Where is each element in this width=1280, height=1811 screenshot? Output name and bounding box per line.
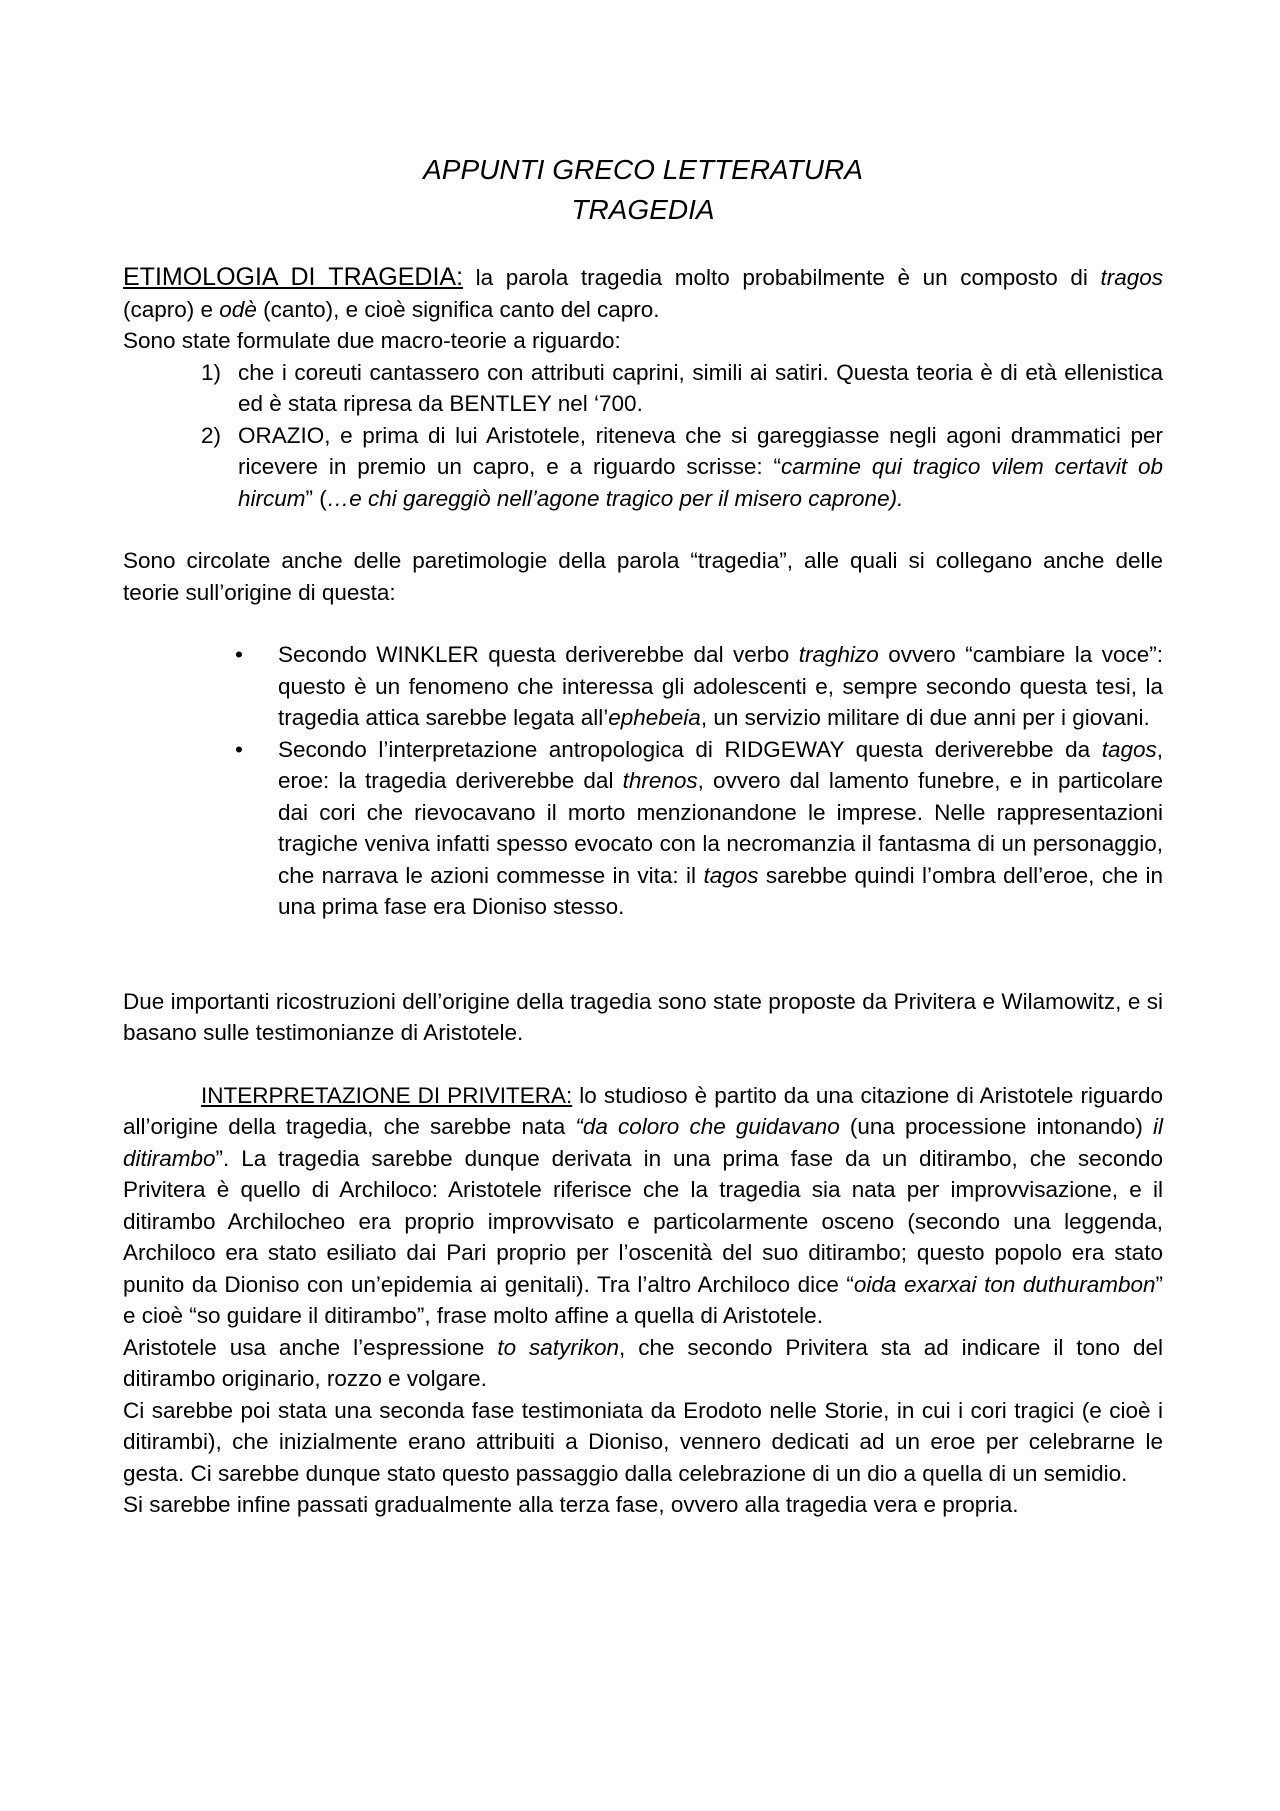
text-run: , ovvero dal lamento funebre, e in particolare dai cori che rievocavano il morto menzionandone le imprese. Nelle rappresentazioni tragiche veniva infatti spesso evocato con la necromanzia il fantasma di un personaggio, che narrava le azioni commesse in vita: il xyxy=(278,768,1163,888)
term-tagos: tagos xyxy=(1101,736,1157,762)
term-ode: odè xyxy=(219,296,257,322)
text-run: , un servizio militare di due anni per i giovani. xyxy=(700,705,1150,730)
text-run: (capro) e xyxy=(123,296,220,322)
text-run: , che secondo Privitera sta ad indicare il tono del ditirambo originario, rozzo e volgare. xyxy=(123,1334,1163,1391)
privitera-paragraph xyxy=(123,1080,1163,1332)
archilochus-quote: oida exarxai ton duthurambon xyxy=(853,1271,1156,1297)
list-item-text: che i coreuti cantassero con attributi caprini, simili ai satiri. Questa teoria è di età ellenistica ed è stata ripresa da BENTLEY nel ‘700. xyxy=(238,359,1163,416)
text-run: Aristotele usa anche l’espressione xyxy=(123,1334,498,1360)
text-run: ”. La tragedia sarebbe dunque derivata in una prima fase da un ditirambo, che secondo Privitera è quello di Archiloco: Aristotele riferisce che la tragedia sia nata per improvvisazione, e il ditirambo Archilocheo era proprio improvvisato e particolarmente osceno (secondo una leggenda, Archiloco era stato esiliato dai Pari proprio per l’oscenità del suo ditirambo; questo popolo era stato punito da Dioniso con un’epidemia ai genitali). Tra l’altro Archiloco dice “ xyxy=(123,1145,1163,1297)
latin-quote: carmine qui tragico vilem certavit ob hircum xyxy=(238,454,1163,511)
text-run: Secondo WINKLER questa deriverebbe dal verbo xyxy=(278,642,799,667)
list-item xyxy=(123,420,1163,515)
list-number: 2) xyxy=(201,422,222,448)
text-run: , eroe: la tragedia deriverebbe dal xyxy=(278,736,1163,793)
etimologia-heading: ETIMOLOGIA DI TRAGEDIA: xyxy=(123,263,464,291)
bullet-icon: • xyxy=(235,642,243,667)
term-tagos: tagos xyxy=(703,862,759,888)
quote-translation: …e chi gareggiò nell’agone tragico per il misero caprone). xyxy=(326,485,904,511)
macro-teorie-list xyxy=(123,357,1163,515)
title-block xyxy=(123,150,1163,230)
terza-fase-paragraph: Si sarebbe infine passati gradualmente alla terza fase, ovvero alla tragedia vera e propria. xyxy=(123,1492,1019,1517)
text-run: (una processione intonando) xyxy=(839,1114,1153,1139)
document-page xyxy=(123,150,1163,1521)
privitera-heading: INTERPRETAZIONE DI PRIVITERA: xyxy=(201,1082,573,1108)
ricostruzioni-paragraph: Due importanti ricostruzioni dell’origine della tragedia sono state proposte da Privitera e Wilamowitz, e si basano sulle testimonianze di Aristotele. xyxy=(123,988,1163,1045)
text-run: sarebbe quindi l’ombra dell’eroe, che in una prima fase era Dioniso stesso. xyxy=(278,862,1163,919)
term-tragos: tragos xyxy=(1100,265,1163,290)
text-run: lo studioso è partito da una citazione di Aristotele riguardo all’origine della tragedia, che sarebbe nata xyxy=(123,1082,1164,1139)
list-item xyxy=(123,734,1163,923)
text-run: ovvero “cambiare la voce”: questo è un fenomeno che interessa gli adolescenti e, sempre secondo questa tesi, la tragedia attica sarebbe legata all’ xyxy=(278,642,1163,730)
seconda-fase-paragraph: Ci sarebbe poi stata una seconda fase testimoniata da Erodoto nelle Storie, in cui i cori tragici (e cioè i ditirambi), che inizialmente erano attribuiti a Dioniso, vennero dedicati ad un eroe per celebrarne le gesta. Ci sarebbe dunque stato questo passaggio dalla celebrazione di un dio a quella di un semidio. xyxy=(123,1397,1163,1486)
term-threnos: threnos xyxy=(622,768,698,793)
text-run: ” ( xyxy=(305,485,327,511)
text-run: la parola tragedia molto probabilmente è un composto di xyxy=(463,265,1101,290)
list-number: 1) xyxy=(201,359,222,385)
paretimologie-list xyxy=(123,639,1163,923)
satyrikon-paragraph xyxy=(123,1332,1163,1395)
term-traghizo: traghizo xyxy=(798,642,879,667)
text-run: Secondo l’interpretazione antropologica di RIDGEWAY questa deriverebbe da xyxy=(278,736,1102,762)
etimologia-paragraph xyxy=(123,262,1163,325)
paretimologie-intro: Sono circolate anche delle paretimologie della parola “tragedia”, alle quali si collegano anche delle teorie sull’origine di questa: xyxy=(123,548,1163,605)
aristotle-quote: “da coloro che guidavano xyxy=(575,1114,840,1139)
list-item xyxy=(123,639,1163,734)
term-satyrikon: to satyrikon xyxy=(497,1334,620,1360)
text-run: (canto), e cioè significa canto del capro. xyxy=(256,296,660,322)
aristotle-quote: il ditirambo xyxy=(123,1114,1163,1171)
document-title: APPUNTI GRECO LETTERATURA xyxy=(423,154,863,185)
text-run: ” e cioè “so guidare il ditirambo”, frase molto affine a quella di Aristotele. xyxy=(123,1271,1163,1328)
document-subtitle: TRAGEDIA xyxy=(571,194,715,225)
list-item xyxy=(123,357,1163,420)
bullet-icon: • xyxy=(235,736,243,762)
macro-teorie-intro: Sono state formulate due macro-teorie a riguardo: xyxy=(123,328,621,353)
term-ephebeia: ephebeia xyxy=(608,705,701,730)
list-item-text: ORAZIO, e prima di lui Aristotele, riteneva che si gareggiasse negli agoni drammatici per ricevere in premio un capro, e a riguardo scrisse: “ xyxy=(238,422,1163,479)
